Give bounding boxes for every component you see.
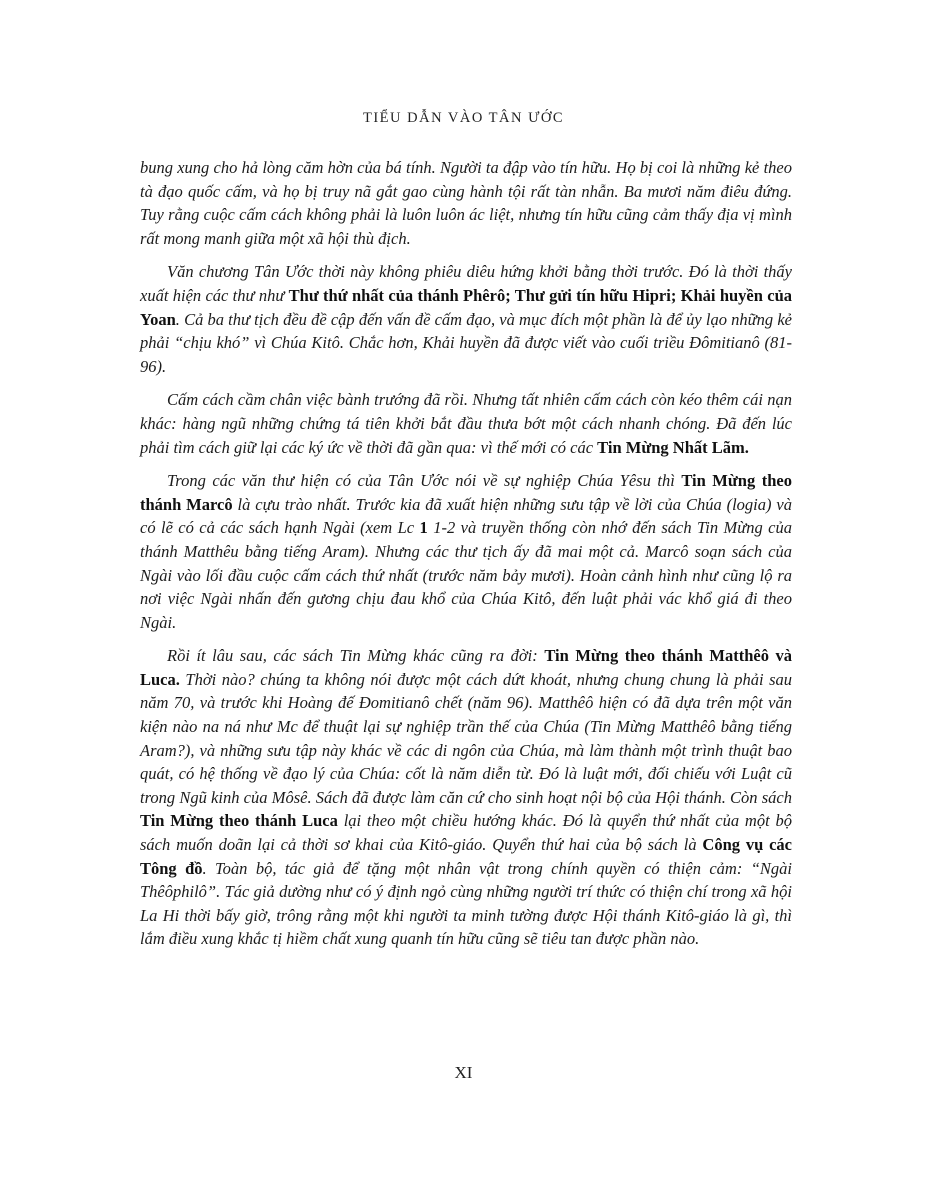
text-run: Thời nào? chúng ta không nói được một cách dứt khoát, nhưng chung chung là phải sau năm 70, và trước khi Hoàng đế Đomitianô chết (năm 96). Matthêô hiện có đã dựa trên một văn kiện nào na ná như Mc để thuật lại sự nghiệp trần thế của Chúa (Tin Mừng Matthêô bằng tiếng Aram?), và những sưu tập này khác về các di ngôn của Chúa, mà làm thành một trình thuật bao quát, có hệ thống về đạo lý của Chúa: cốt là năm diễn từ. Đó là luật mới, đối chiếu với Luật cũ trong Ngũ kinh của Môsê. Sách đã được làm căn cứ cho sinh hoạt nội bộ của Hội thánh. Còn sách [140, 669, 792, 807]
bold-run: Tin Mừng theo thánh Luca [140, 811, 338, 831]
bold-run: Tin Mừng theo thánh Marcô [140, 471, 792, 514]
paragraph [140, 260, 792, 378]
body-text [140, 156, 792, 961]
paragraph [140, 644, 792, 951]
text-run: lại theo một chiều hướng khác. Đó là quyển thứ nhất của một bộ sách muốn doãn lại cả thời sơ khai của Kitô-giáo. Quyển thứ hai của bộ sách là [140, 811, 792, 855]
paragraph [140, 156, 792, 250]
page-number: XI [454, 1063, 473, 1082]
text-run: 1-2 và truyền thống còn nhớ đến sách Tin Mừng của thánh Matthêu bằng tiếng Aram). Nhưng các thư tịch ấy đã mai một cả. Marcô soạn sách của Ngài vào lối đầu cuộc cấm cách thứ nhất (trước năm bảy mươi). Hoàn cảnh hình như cũng lộ ra nơi việc Ngài nhấn đến gương chịu đau khổ của Chúa Kitô, đến luật phải vác khổ giá đi theo Ngài. [140, 518, 793, 632]
paragraph [140, 469, 792, 634]
running-header: TIỂU DẪN VÀO TÂN ƯỚC [362, 110, 564, 126]
bold-run: Tin Mừng theo thánh Matthêô và Luca. [140, 646, 793, 689]
text-run: bung xung cho hả lòng căm hờn của bá tính. Người ta đập vào tín hữu. Họ bị coi là những kẻ theo tà đạo quốc cấm, và họ bị truy nã gắt gao cùng hành tội rất tàn nhẫn. Ba mươi năm điêu đứng. Tuy rằng cuộc cấm cách không phải là luôn luôn ác liệt, nhưng tín hữu cũng cảm thấy địa vị mình rất mong manh giữa một xã hội thù địch. [140, 158, 792, 248]
text-run: Trong các văn thư hiện có của Tân Ước nói về sự nghiệp Chúa Yêsu thì [167, 471, 682, 491]
text-run: Rồi ít lâu sau, các sách Tin Mừng khác cũng ra đời: [167, 646, 545, 666]
bold-run: 1 [419, 518, 428, 538]
text-run: . Toàn bộ, tác giả để tặng một nhân vật trong chính quyền có thiện cảm: “Ngài Thêôphilô”. Tác giả dường như có ý định ngỏ cùng những người trí thức có thiện chí trong xã hội La Hi thời bấy giờ, trông rằng một khi người ta minh tường được Hội thánh Kitô-giáo là gì, thì lắm điều xung khắc tị hiềm chất xung quanh tín hữu cũng sẽ tiêu tan được phần nào. [140, 858, 792, 949]
text-run: . Cả ba thư tịch đều đề cập đến vấn đề cấm đạo, và mục đích một phần là để ủy lạo những kẻ phải “chịu khó” vì Chúa Kitô. Chắc hơn, Khải huyền đã được viết vào cuối triều Đômitianô (81-96). [140, 309, 792, 376]
paragraph [140, 388, 792, 459]
text-run: Cấm cách cầm chân việc bành trướng đã rồi. Nhưng tất nhiên cấm cách còn kéo thêm cái nạn khác: hàng ngũ những chứng tá tiên khởi bắt đầu thưa bớt một cách nhanh chóng. Đã đến lúc phải tìm cách giữ lại các ký ức về thời đã gần qua: vì thế mới có các [140, 390, 792, 457]
bold-run: Công vụ các Tông đồ [140, 835, 792, 878]
bold-run: Tin Mừng Nhất Lãm. [597, 437, 749, 457]
text-run: Văn chương Tân Ước thời này không phiêu diêu hứng khởi bằng thời trước. Đó là thời thấy xuất hiện các thư như [140, 262, 792, 305]
bold-run: Thư thứ nhất của thánh Phêrô; Thư gửi tín hữu Hipri; Khải huyền của Yoan [140, 285, 792, 329]
text-run: là cựu trào nhất. Trước kia đã xuất hiện những sưu tập về lời của Chúa (logia) và có lẽ có cả các sách hạnh Ngài (xem Lc [140, 494, 792, 538]
